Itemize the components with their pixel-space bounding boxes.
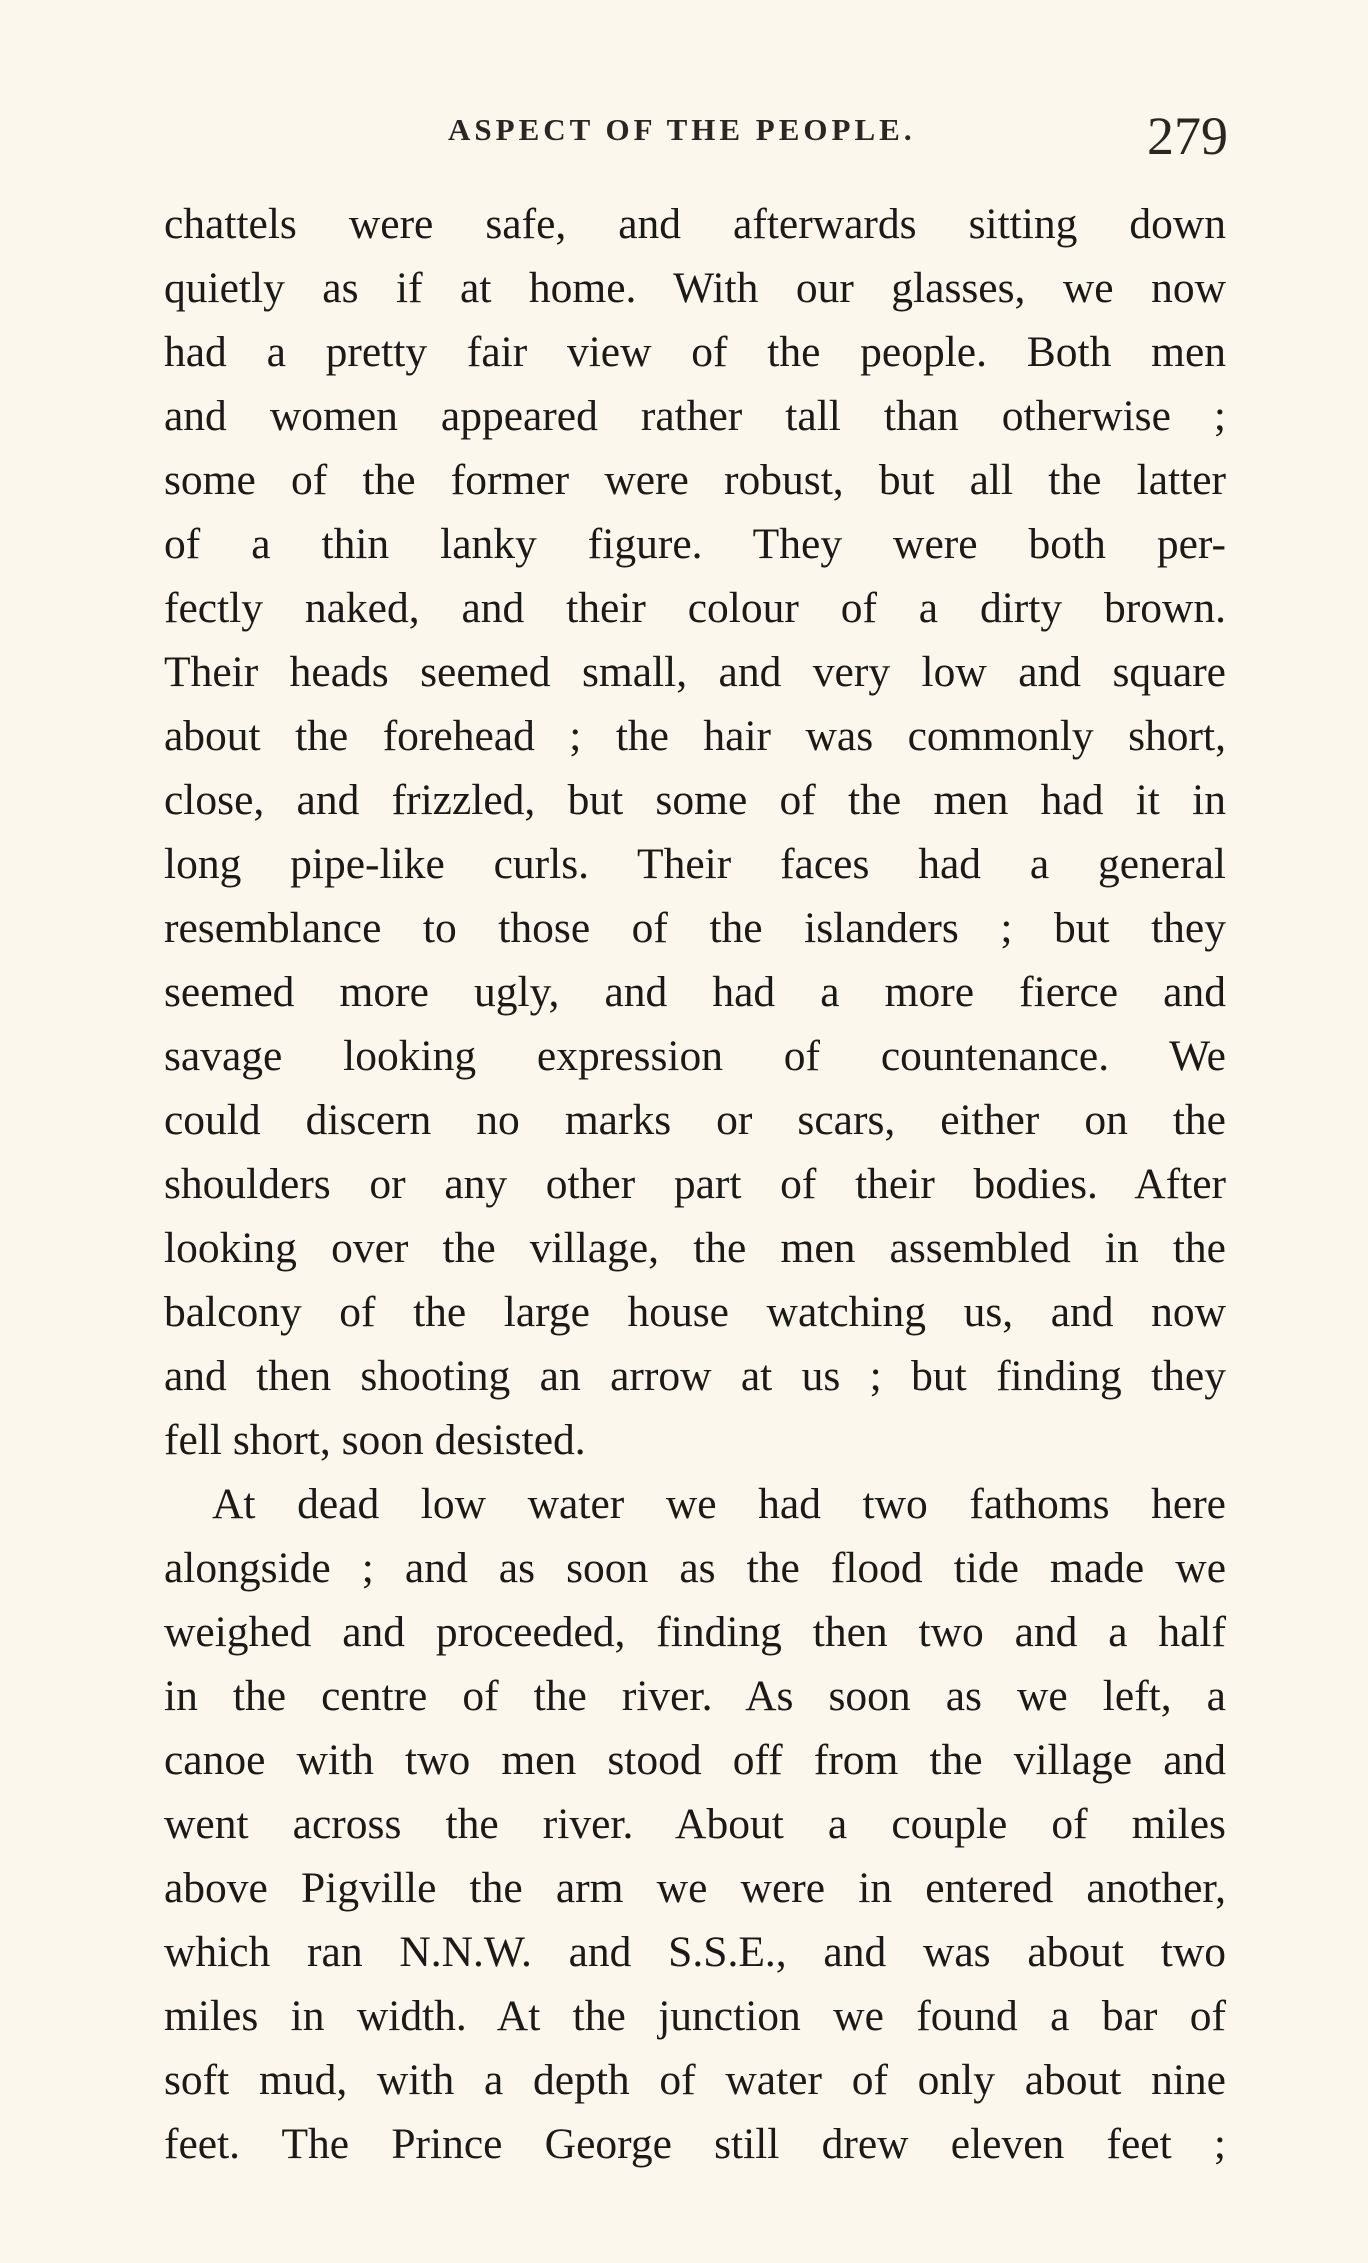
text-line: fell short, soon desisted. — [164, 1416, 586, 1464]
text-line: chattels were safe, and afterwards sitting down — [164, 200, 1226, 248]
text-line: in the centre of the river. As soon as we left, a — [164, 1672, 1226, 1720]
text-line: quietly as if at home. With our glasses, we now — [164, 264, 1226, 312]
text-line: and women appeared rather tall than otherwise ; — [164, 392, 1226, 440]
text-line: canoe with two men stood off from the village and — [164, 1736, 1226, 1784]
text-line: above Pigville the arm we were in entered another, — [164, 1864, 1226, 1912]
text-line: miles in width. At the junction we found a bar of — [164, 1992, 1226, 2040]
text-line: close, and frizzled, but some of the men had it in — [164, 776, 1226, 824]
text-line: resemblance to those of the islanders ; but they — [164, 904, 1226, 952]
text-line: went across the river. About a couple of miles — [164, 1800, 1226, 1848]
text-line: long pipe-like curls. Their faces had a general — [164, 840, 1226, 888]
text-line: feet. The Prince George still drew eleven feet ; — [164, 2120, 1226, 2168]
text-line: of a thin lanky figure. They were both per- — [164, 520, 1226, 568]
text-line: and then shooting an arrow at us ; but finding they — [164, 1352, 1226, 1400]
running-head: ASPECT OF THE PEOPLE. — [448, 112, 916, 147]
text-line: which ran N.N.W. and S.S.E., and was about two — [164, 1928, 1226, 1976]
text-line: soft mud, with a depth of water of only about nine — [164, 2056, 1226, 2104]
text-line: weighed and proceeded, finding then two and a half — [164, 1608, 1226, 1656]
text-line: looking over the village, the men assembled in the — [164, 1224, 1226, 1272]
text-line: could discern no marks or scars, either on the — [164, 1096, 1226, 1144]
text-line: about the forehead ; the hair was commonly short, — [164, 712, 1226, 760]
text-line: seemed more ugly, and had a more fierce and — [164, 968, 1226, 1016]
text-line: At dead low water we had two fathoms here — [212, 1480, 1226, 1528]
text-line: Their heads seemed small, and very low and square — [164, 648, 1226, 696]
text-line: balcony of the large house watching us, and now — [164, 1288, 1226, 1336]
page-number: 279 — [1147, 106, 1228, 166]
text-line: alongside ; and as soon as the flood tide made we — [164, 1544, 1226, 1592]
text-line: shoulders or any other part of their bodies. After — [164, 1160, 1226, 1208]
text-line: fectly naked, and their colour of a dirty brown. — [164, 584, 1226, 632]
text-line: some of the former were robust, but all the latter — [164, 456, 1226, 504]
text-line: had a pretty fair view of the people. Both men — [164, 328, 1226, 376]
text-line: savage looking expression of countenance. We — [164, 1032, 1226, 1080]
